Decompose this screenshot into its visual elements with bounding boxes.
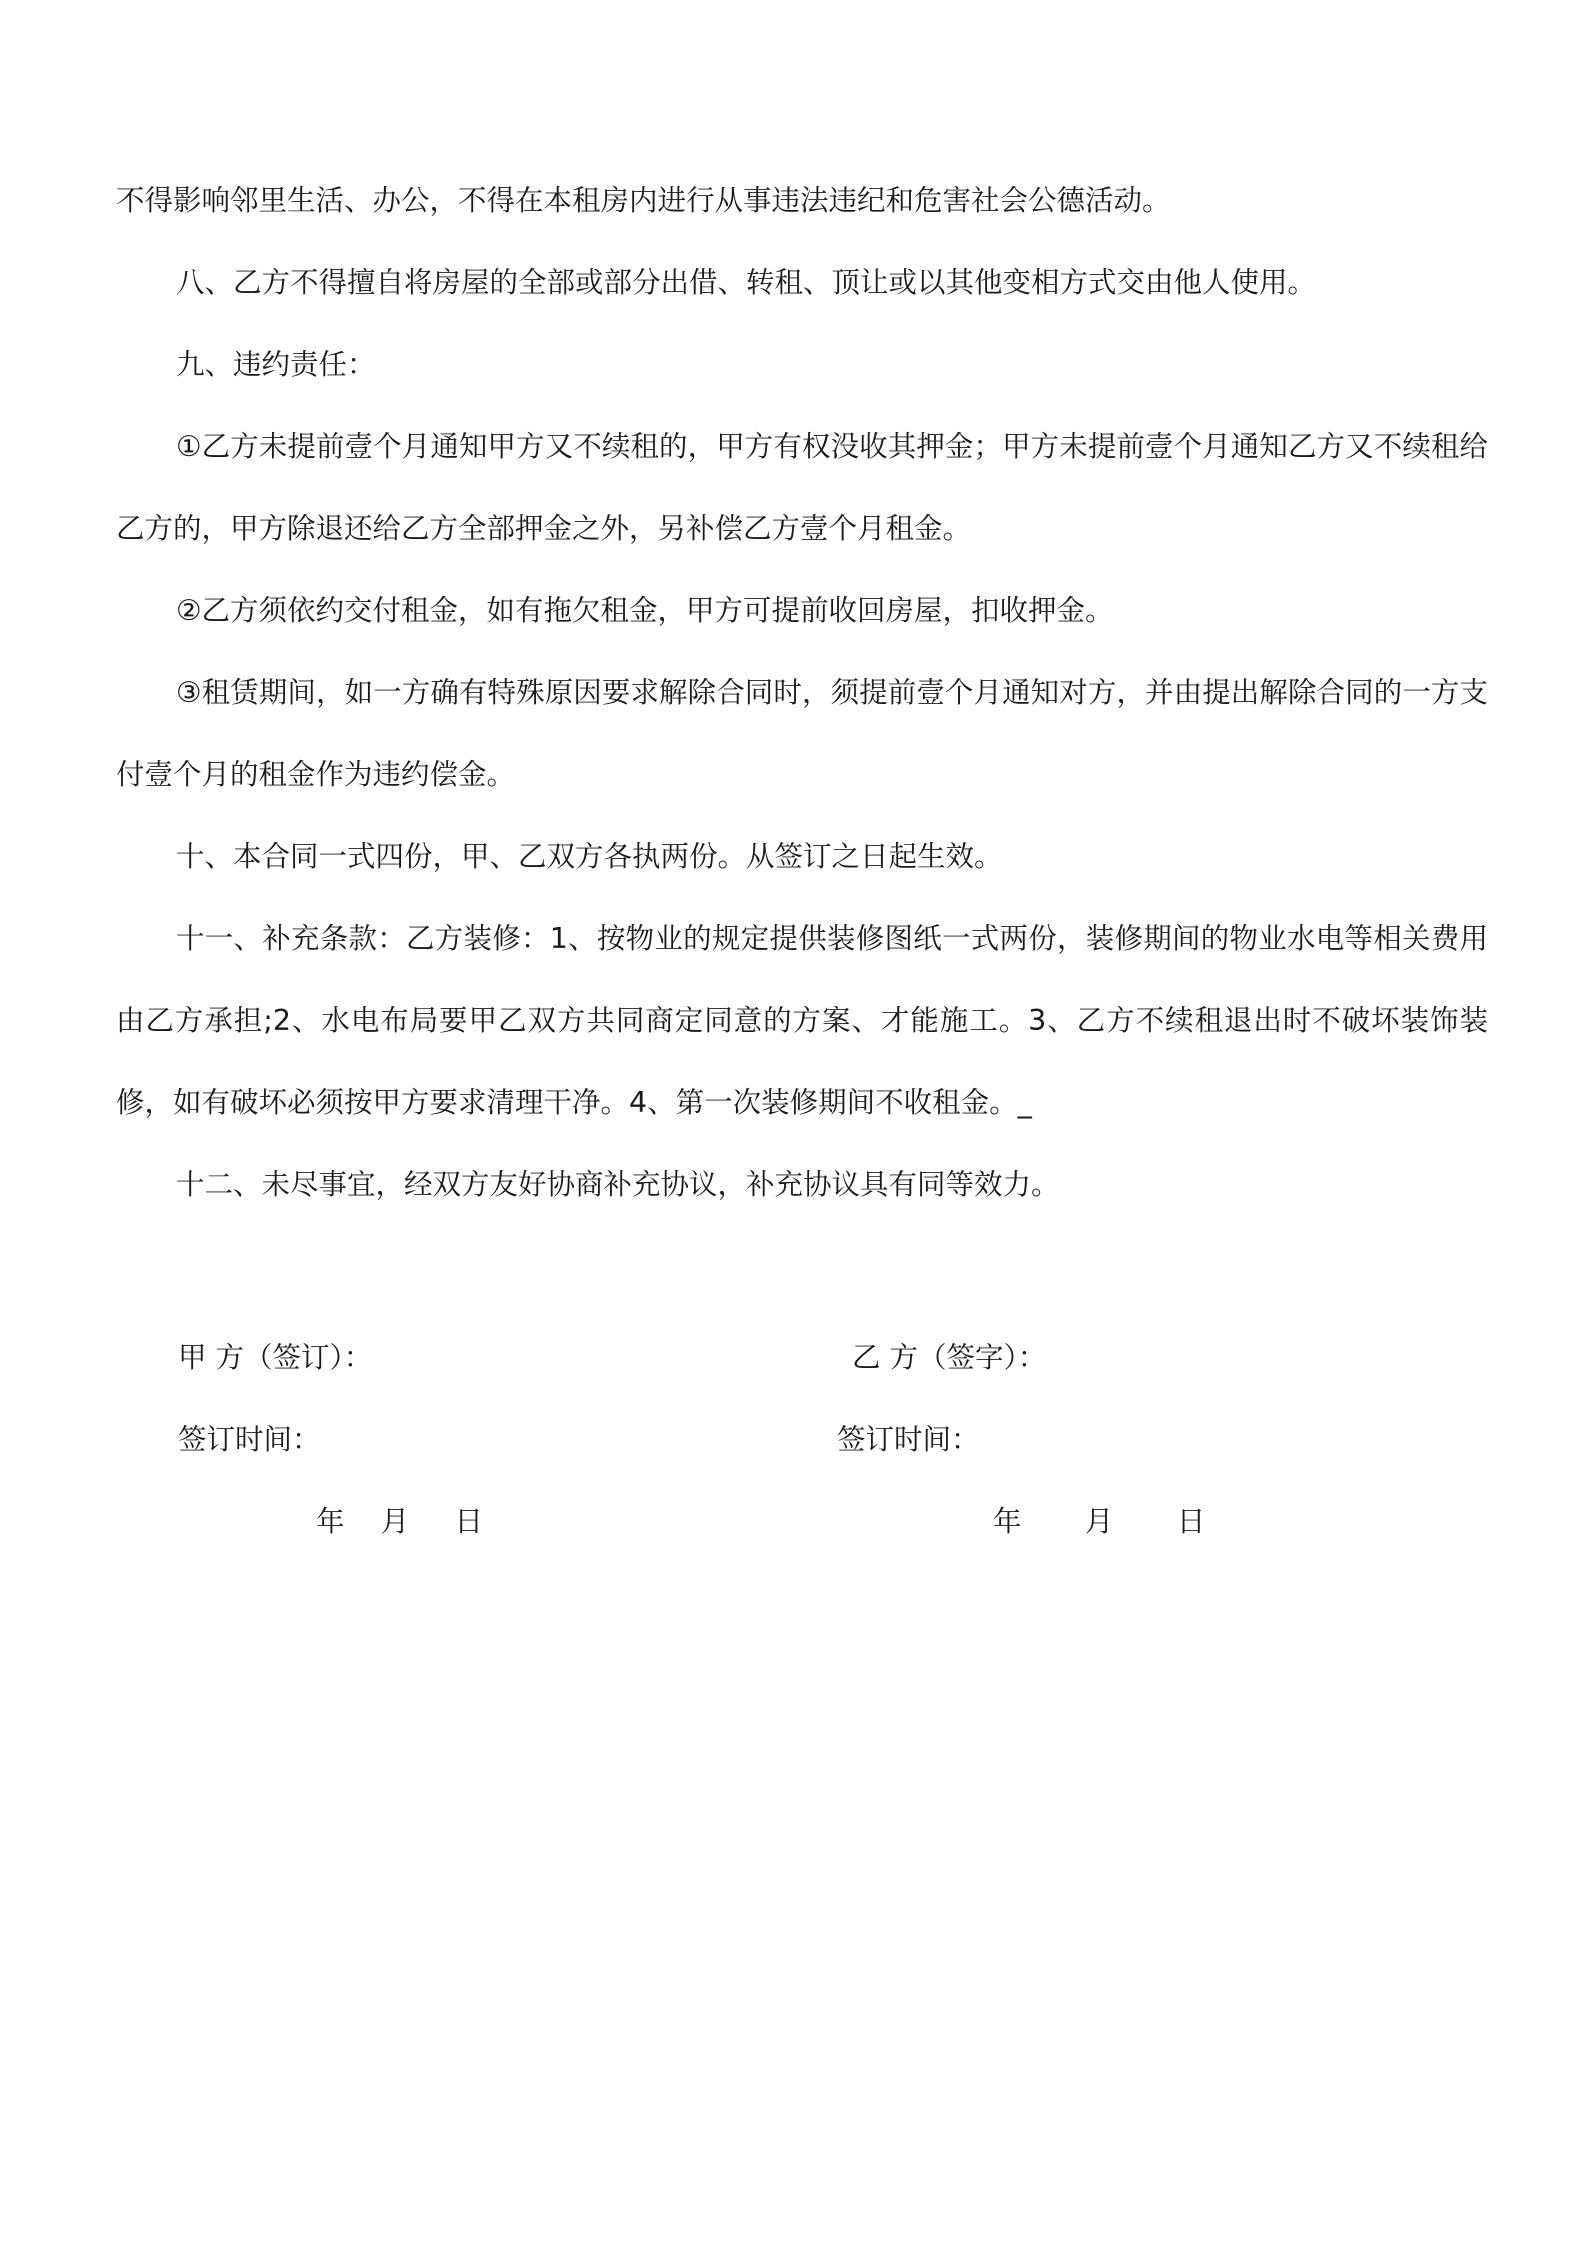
paragraph-clause-10: 十、本合同一式四份，甲、乙双方各执两份。从签订之日起生效。: [176, 840, 1003, 873]
party-a-date-label: 签订时间：: [178, 1423, 321, 1456]
paragraph-neighbor-conduct: 不得影响邻里生活、办公，不得在本租房内进行从事违法违纪和危害社会公德活动。: [116, 184, 1171, 217]
paragraph-clause-8: 八、乙方不得擅自将房屋的全部或部分出借、转租、顶让或以其他变相方式交由他人使用。: [176, 266, 1317, 299]
paragraph-clause-9-item-1: ①乙方未提前壹个月通知甲方又不续租的，甲方有权没收其押金；甲方未提前壹个月通知乙方又不续租给乙方的，甲方除退还给乙方全部押金之外，另补偿乙方壹个月租金。: [116, 430, 1488, 545]
party-a-date-fields: 年 月 日: [316, 1505, 484, 1538]
paragraph-clause-11: 十一、补充条款：乙方装修：1、按物业的规定提供装修图纸一式两份，装修期间的物业水电等相关费用由乙方承担;2、水电布局要甲乙双方共同商定同意的方案、才能施工。3、乙方不续租退出时不破坏装饰装修，如有破坏必须按甲方要求清理干净。4、第一次装修期间不收租金。_: [116, 922, 1488, 1119]
contract-body: [116, 160, 1488, 1226]
party-b-date-label: 签订时间：: [837, 1423, 980, 1456]
paragraph-clause-9-item-2: ②乙方须依约交付租金，如有拖欠租金，甲方可提前收回房屋，扣收押金。: [176, 594, 1114, 627]
paragraph-clause-9-item-3: ③租赁期间，如一方确有特殊原因要求解除合同时，须提前壹个月通知对方，并由提出解除合同的一方支付壹个月的租金作为违约偿金。: [116, 676, 1488, 791]
paragraph-clause-12: 十二、未尽事宜，经双方友好协商补充协议，补充协议具有同等效力。: [176, 1168, 1060, 1201]
party-b-date-fields: 年 月 日: [993, 1505, 1206, 1538]
party-a-signature-label: 甲 方（签订）：: [178, 1341, 373, 1374]
paragraph-clause-9-heading: 九、违约责任：: [176, 348, 376, 381]
party-b-signature-label: 乙 方（签字）：: [852, 1341, 1047, 1374]
